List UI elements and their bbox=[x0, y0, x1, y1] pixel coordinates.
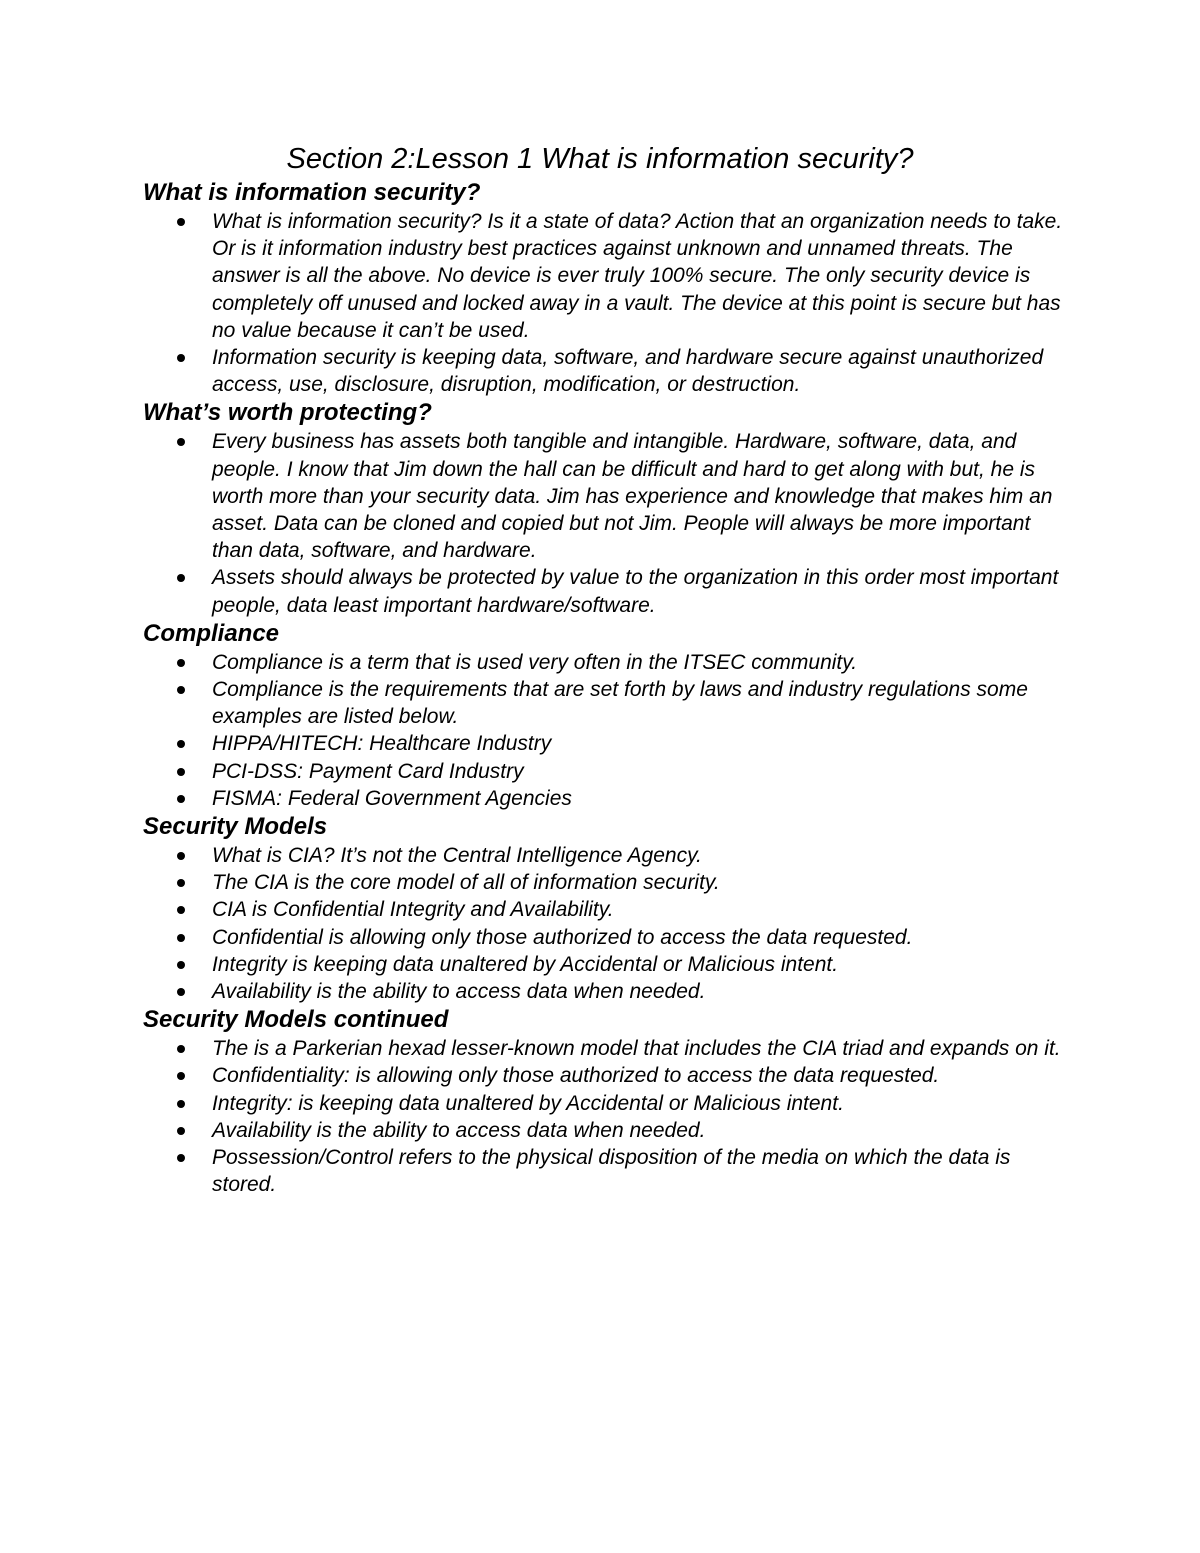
bullet-icon bbox=[177, 218, 185, 226]
bullet-icon bbox=[177, 574, 185, 582]
section-heading: Compliance bbox=[143, 619, 280, 647]
bullet-item bbox=[143, 924, 1073, 951]
bullet-icon bbox=[177, 852, 185, 860]
section-heading: Security Models continued bbox=[143, 1006, 449, 1034]
bullet-text: Compliance is the requirements that are set forth by laws and industry regulations some examples are listed below. bbox=[212, 678, 1028, 729]
document-title: Section 2:Lesson 1 What is information security? bbox=[286, 143, 914, 175]
bullet-text: Availability is the ability to access data when needed. bbox=[212, 1118, 706, 1142]
bullet-text: Every business has assets both tangible and intangible. Hardware, software, data, and people. I know that Jim down the hall can be difficult and hard to get along with but, he is worth more than your security data. Jim has experience and knowledge that makes him an asset. Data can be cloned and copied but not Jim. People will always be more important than data, software, and hardware. bbox=[212, 430, 1053, 563]
bullet-icon bbox=[177, 934, 185, 942]
document-body bbox=[143, 178, 1073, 1199]
bullet-text: Confidential is allowing only those authorized to access the data requested. bbox=[212, 925, 913, 949]
section-whats-worth-protecting bbox=[143, 398, 1073, 618]
bullet-list bbox=[143, 428, 1073, 618]
bullet-text: Integrity is keeping data unaltered by Accidental or Malicious intent. bbox=[212, 952, 839, 976]
bullet-item bbox=[143, 428, 1073, 564]
section-security-models bbox=[143, 812, 1073, 1005]
bullet-item bbox=[143, 1117, 1073, 1144]
bullet-item bbox=[143, 649, 1073, 676]
bullet-text: The CIA is the core model of all of information security. bbox=[212, 871, 720, 895]
bullet-icon bbox=[177, 988, 185, 996]
bullet-item bbox=[143, 1144, 1073, 1198]
bullet-item bbox=[143, 1062, 1073, 1089]
bullet-item bbox=[143, 869, 1073, 896]
bullet-text: CIA is Confidential Integrity and Availability. bbox=[212, 898, 614, 922]
bullet-item bbox=[143, 564, 1073, 618]
bullet-icon bbox=[177, 1154, 185, 1162]
bullet-item bbox=[143, 208, 1073, 344]
section-heading: What’s worth protecting? bbox=[143, 399, 432, 427]
bullet-text: Possession/Control refers to the physical disposition of the media on which the data is stored. bbox=[212, 1146, 1011, 1197]
bullet-text: Information security is keeping data, software, and hardware secure against unauthorized access, use, disclosure, disruption, modification, or destruction. bbox=[212, 346, 1044, 397]
bullet-list bbox=[143, 649, 1073, 812]
bullet-text: FISMA: Federal Government Agencies bbox=[212, 786, 572, 810]
bullet-icon bbox=[177, 740, 185, 748]
bullet-text: Availability is the ability to access data when needed. bbox=[212, 980, 706, 1004]
bullet-item bbox=[143, 1035, 1073, 1062]
bullet-list bbox=[143, 842, 1073, 1005]
bullet-list bbox=[143, 208, 1073, 398]
bullet-icon bbox=[177, 354, 185, 362]
bullet-item bbox=[143, 758, 1073, 785]
bullet-icon bbox=[177, 1072, 185, 1080]
bullet-icon bbox=[177, 438, 185, 446]
bullet-icon bbox=[177, 1045, 185, 1053]
bullet-text: Compliance is a term that is used very often in the ITSEC community. bbox=[212, 650, 858, 674]
bullet-icon bbox=[177, 961, 185, 969]
bullet-text: Assets should always be protected by value to the organization in this order most important people, data least important hardware/software. bbox=[212, 566, 1059, 617]
bullet-item bbox=[143, 842, 1073, 869]
bullet-text: Confidentiality: is allowing only those authorized to access the data requested. bbox=[212, 1064, 940, 1088]
section-compliance bbox=[143, 619, 1073, 812]
bullet-text: PCI-DSS: Payment Card Industry bbox=[212, 759, 524, 783]
bullet-list bbox=[143, 1035, 1073, 1198]
bullet-text: What is CIA? It’s not the Central Intelligence Agency. bbox=[212, 844, 702, 868]
bullet-text: HIPPA/HITECH: Healthcare Industry bbox=[212, 732, 552, 756]
bullet-text: Integrity: is keeping data unaltered by Accidental or Malicious intent. bbox=[212, 1091, 844, 1115]
bullet-icon bbox=[177, 686, 185, 694]
bullet-item bbox=[143, 730, 1073, 757]
bullet-text: The is a Parkerian hexad lesser-known model that includes the CIA triad and expands on it. bbox=[212, 1037, 1061, 1061]
bullet-item bbox=[143, 344, 1073, 398]
bullet-icon bbox=[177, 879, 185, 887]
bullet-item bbox=[143, 676, 1073, 730]
bullet-item bbox=[143, 951, 1073, 978]
section-security-models-continued bbox=[143, 1005, 1073, 1198]
bullet-item bbox=[143, 978, 1073, 1005]
bullet-icon bbox=[177, 1127, 185, 1135]
bullet-icon bbox=[177, 906, 185, 914]
section-heading: What is information security? bbox=[143, 179, 481, 206]
bullet-item bbox=[143, 1090, 1073, 1117]
section-what-is-information-security bbox=[143, 178, 1073, 398]
section-heading: Security Models bbox=[143, 813, 328, 841]
bullet-icon bbox=[177, 768, 185, 776]
bullet-item bbox=[143, 785, 1073, 812]
bullet-text: What is information security? Is it a state of data? Action that an organization needs to take. Or is it information industry best practices against unknown and unnamed threats. The answer is all the above. No device is ever truly 100% secure. The only security device is completely off unused and locked away in a vault. The device at this point is secure but has no value because it can’t be used. bbox=[212, 210, 1063, 342]
bullet-icon bbox=[177, 659, 185, 667]
bullet-icon bbox=[177, 1100, 185, 1108]
bullet-item bbox=[143, 896, 1073, 923]
bullet-icon bbox=[177, 795, 185, 803]
